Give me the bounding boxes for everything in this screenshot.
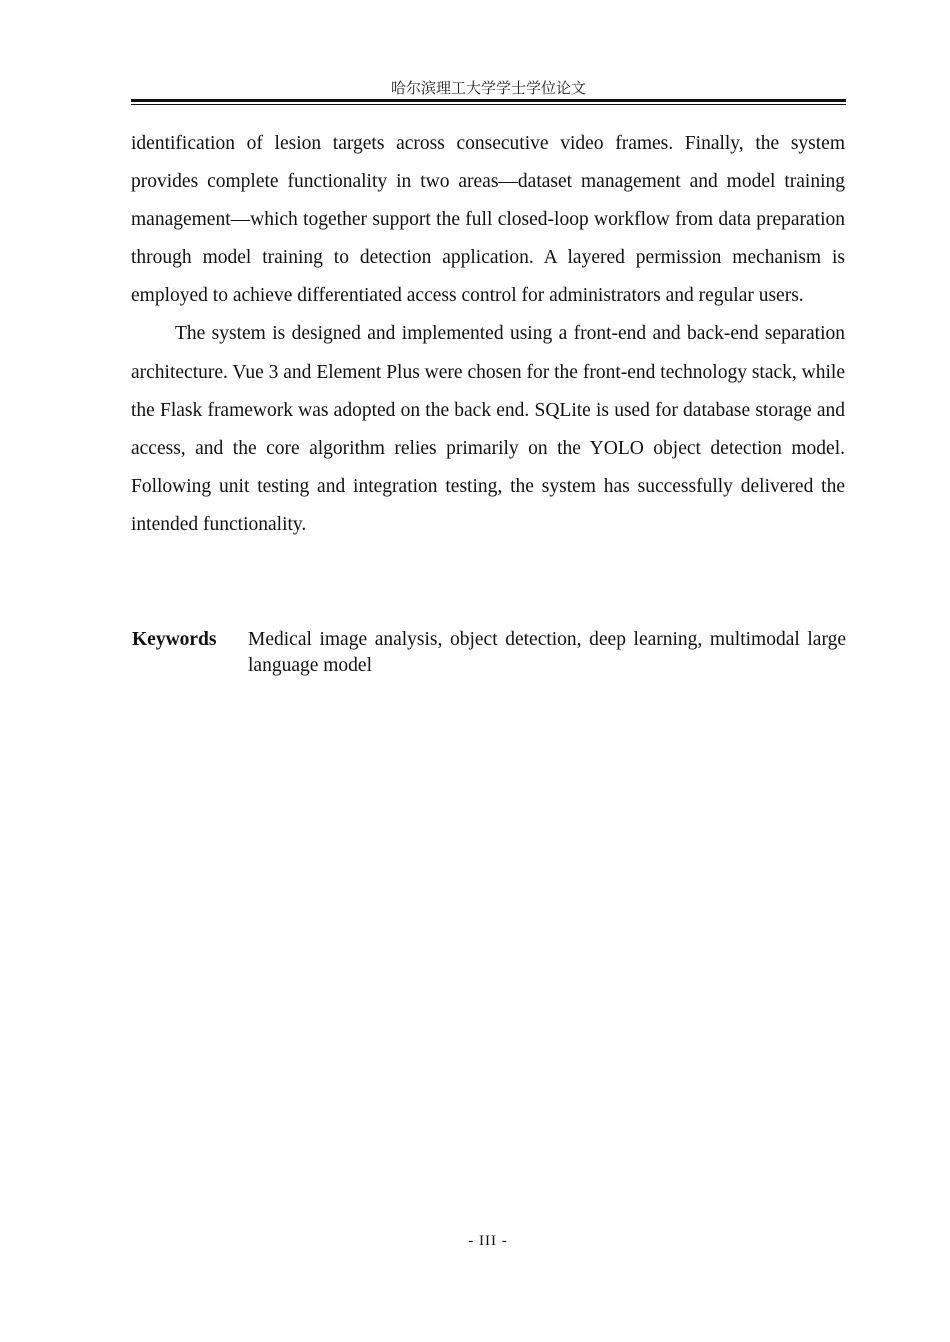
header-rule-thick <box>131 99 846 102</box>
abstract-paragraph-1: identification of lesion targets across consecutive video frames. Finally, the system provides complete functionality in two areas—dataset management and model training management—which together support the full closed-loop workflow from data preparation through model training to detection application. A layered permission mechanism is employed to achieve differentiated access control for administrators and regular users. <box>131 133 845 307</box>
header-rule-thin <box>131 104 846 105</box>
abstract-paragraph-2: The system is designed and implemented using a front-end and back-end separation architecture. Vue 3 and Element Plus were chosen for the front-end technology stack, while the Flask framework was adopted on the back end. SQLite is used for database storage and access, and the core algorithm relies primarily on the YOLO object detection model. Following unit testing and integration testing, the system has successfully delivered the intended functionality. <box>131 323 845 535</box>
running-header: 哈尔滨理工大学学士学位论文 <box>390 79 586 97</box>
abstract-body <box>131 125 845 544</box>
keywords-section <box>132 627 846 679</box>
page-number: - III - <box>468 1233 508 1249</box>
keywords-label: Keywords <box>132 629 217 650</box>
keywords-value: Medical image analysis, object detection, deep learning, multimodal large language model <box>248 629 846 676</box>
